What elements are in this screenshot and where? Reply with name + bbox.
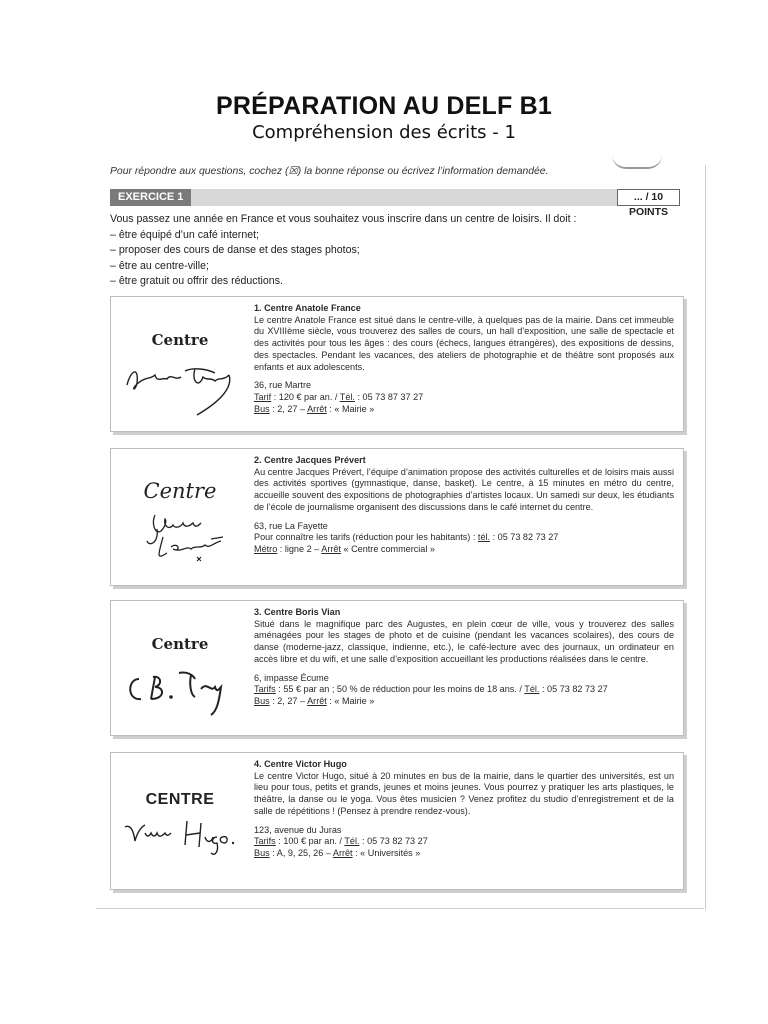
center-price-line [254,532,674,544]
stop-value: : « Universités » [352,847,421,858]
signature-logo [111,297,249,431]
exercise-points-box: ... / 10 POINTS [617,189,680,206]
criteria-item: – être au centre-ville; [110,259,209,272]
center-transport-line [254,404,674,416]
phone-value: : 05 73 87 37 27 [354,391,424,402]
center-address: 63, rue La Fayette [254,520,328,531]
stop-value: : « Mairie » [326,695,375,706]
signature-logo [111,753,249,889]
page-title: PRÉPARATION AU DELF B1 [216,92,552,120]
phone-value: : 05 73 82 73 27 [539,684,608,695]
price-label: Tarifs [254,684,276,695]
phone-label: Tél. [524,684,540,695]
stop-value: « Centre commercial » [340,543,435,554]
phone-label: Tél. [344,836,360,847]
phone-label: Tél. [339,391,355,402]
transport-value: : 2, 27 – [269,403,308,414]
stop-label: Arrêt [332,847,353,858]
signature-logo [111,449,249,585]
center-info [254,607,674,708]
transport-value: : 2, 27 – [269,695,308,706]
transport-label: Bus [254,403,270,414]
phone-label: tél. [477,532,491,543]
center-card-victor-hugo [110,752,684,890]
intro-lead: Vous passez une année en France et vous souhaitez vous inscrire dans un centre de loisirs. Il doit : [110,213,577,225]
handwritten-signature-icon [111,601,249,735]
center-description: Situé dans le magnifique parc des Augustes, en plein cœur de ville, vous y trouverez des salles aménagées pour les stages de photo et de cuisine (pendant les vacances scolaires), des cours de danse (moderne-jazz, classique, indienne, etc.), le café-lecture avec des journaux, un ordinateur en accès libre et du wifi, et une salle d’exposition accueillant les productions réalisées dans le centre. [254,618,674,664]
center-card-boris-vian [110,600,684,736]
signature-word: Centre [151,331,209,349]
signature-word: Centre [143,479,217,503]
center-price-line [254,684,674,696]
criteria-item: – être gratuit ou offrir des réductions. [110,275,283,287]
center-transport-line [254,696,674,708]
center-info [254,455,674,556]
sheet-edge [96,908,704,909]
page-subtitle: Compréhension des écrits - 1 [252,122,516,143]
signature-logo [111,601,249,735]
center-description: Au centre Jacques Prévert, l’équipe d’animation propose des activités culturelles et de loisirs mais aussi des activités sportives (gymnastique, danse, basket). Le centre, à 15 minutes en métro du centre, accueille souvent des expositions de photographies d’artistes locaux. Un samedi sur deux, les étudiants de l’école de journalisme organisent des discussions dans le café internet du centre. [254,466,674,512]
center-address: 123, avenue du Juras [254,824,342,835]
price-value: : 100 € par an. / [275,836,345,847]
center-info [254,303,674,415]
price-value: Pour connaître les tarifs (réduction pour les habitants) : [254,532,478,543]
transport-label: Bus [254,695,270,706]
center-title: 3. Centre Boris Vian [254,607,341,617]
instructions-text: Pour répondre aux questions, cochez (☒) la bonne réponse ou écrivez l’information demandée. [110,166,549,177]
center-price-line [254,836,674,848]
phone-value: : 05 73 82 73 27 [359,836,428,847]
handwritten-signature-icon [111,297,249,431]
price-value: : 120 € par an. / [271,391,340,402]
signature-word: CENTRE [145,791,215,808]
handwritten-signature-icon [111,449,249,585]
center-title: 1. Centre Anatole France [254,303,361,313]
stop-label: Arrêt [307,695,327,706]
exercise-label: EXERCICE 1 [110,189,191,206]
sheet-edge [705,165,706,910]
center-description: Le centre Victor Hugo, situé à 20 minutes en bus de la mairie, dans le quartier des universités, est un lieu pour tous, petits et grands, jeunes et moins jeunes. Vous pourrez y pratiquer les arts plastiques, le théâtre, la danse ou le yoga. Vous êtes musicien ? Venez profitez du studio d’enregistrement et de la salle de répétitions ! (Pensez à prendre rendez-vous). [254,770,674,816]
exercise-intro [110,212,700,290]
center-description: Le centre Anatole France est situé dans le centre-ville, à quelques pas de la mairie. Dans cet immeuble du XVIIIème siècle, vous trouverez des salles de cours, un hall d’exposition, une salle de spectacle et des activités pour tous les âges : des cours (échecs, langues étrangères), des expositions de dessins, des spectacles. Pendant les vacances, des ateliers de photographie et de théâtre sont proposés aux enfants et aux adolescents. [254,314,674,372]
exercise-header-bar [110,189,680,206]
center-transport-line [254,848,674,860]
price-label: Tarif [254,391,272,402]
signature-word: Centre [151,635,209,653]
phone-value: : 05 73 82 73 27 [490,532,559,543]
center-price-line [254,392,674,404]
transport-value: : A, 9, 25, 26 – [269,847,333,858]
center-card-jacques-prevert [110,448,684,586]
stop-label: Arrêt [307,403,327,414]
transport-label: Bus [254,847,270,858]
stop-label: Arrêt [321,543,341,554]
criteria-item: – être équipé d’un café internet; [110,228,260,241]
stop-value: : « Mairie » [326,403,375,414]
price-value: : 55 € par an ; 50 % de réduction pour les moins de 18 ans. / [275,684,525,695]
center-address: 36, rue Martre [254,380,312,391]
price-label: Tarifs [254,836,276,847]
center-info [254,759,674,860]
transport-label: Métro [254,543,278,554]
center-transport-line [254,544,674,556]
center-title: 4. Centre Victor Hugo [254,759,347,769]
center-address: 6, impasse Écume [254,672,329,683]
center-title: 2. Centre Jacques Prévert [254,455,366,465]
transport-value: : ligne 2 – [277,543,322,554]
criteria-item: – proposer des cours de danse et des stages photos; [110,244,360,256]
center-card-anatole-france [110,296,684,432]
handwritten-signature-icon [111,753,249,889]
